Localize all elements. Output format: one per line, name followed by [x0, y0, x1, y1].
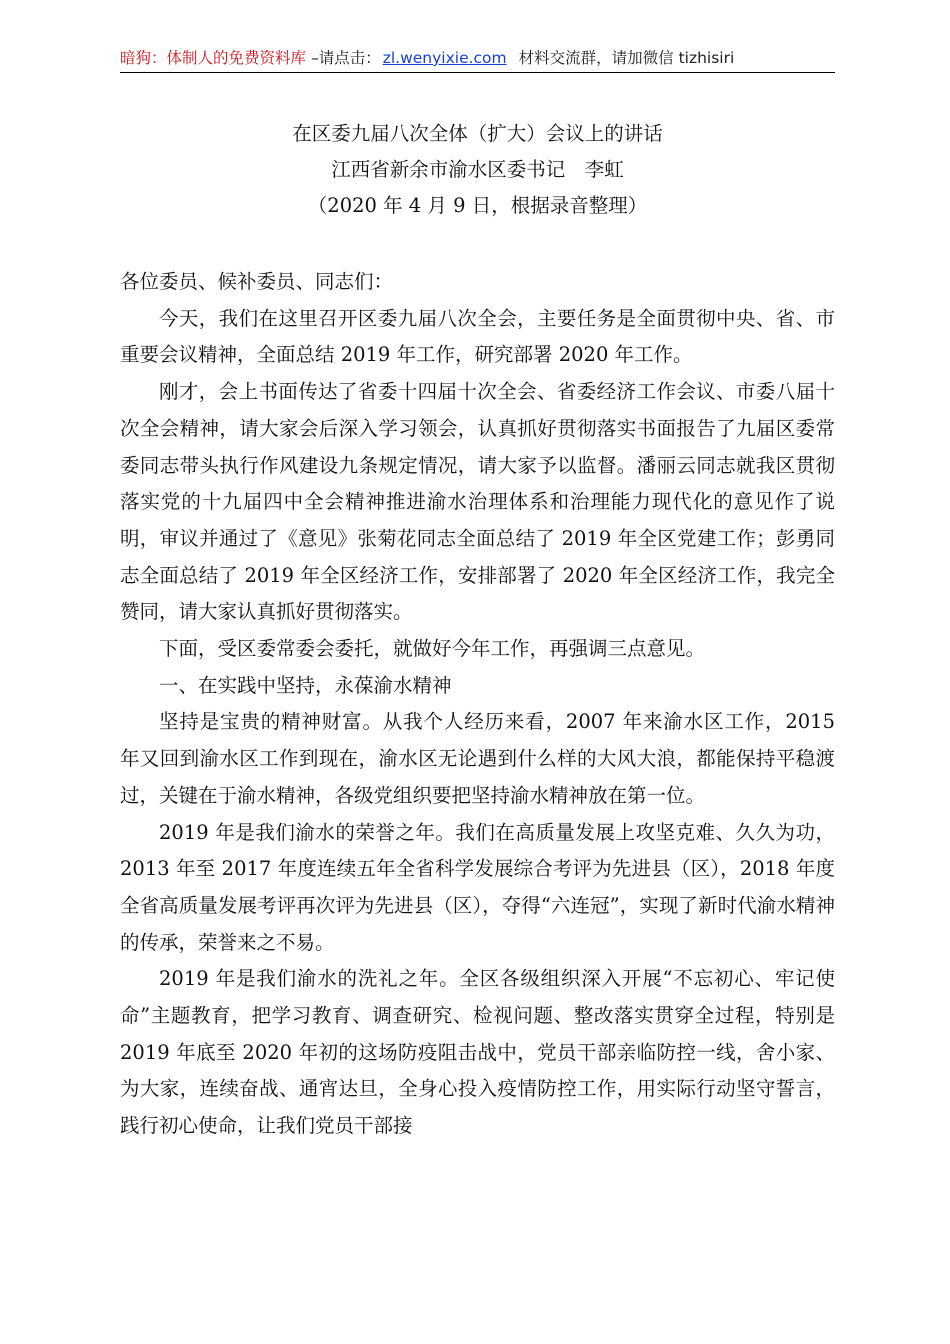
- header-separator: –请点击：: [306, 49, 381, 67]
- paragraph: 2019 年是我们渝水的荣誉之年。我们在高质量发展上攻坚克难、久久为功，2013 年至 2017 年度连续五年全省科学发展综合考评为先进县（区），2018 年度全省高质量发展考评再次评为先进县（区），夺得“六连冠”，实现了新时代渝水精神的传承，荣誉来之不易。: [120, 820, 835, 954]
- header-link[interactable]: zl.wenyixie.com: [382, 49, 507, 67]
- document-date: （2020 年 4 月 9 日，根据录音整理）: [307, 194, 648, 217]
- document-body: [120, 264, 835, 1145]
- document-title-block: [120, 116, 835, 224]
- document-title: 在区委九届八次全体（扩大）会议上的讲话: [292, 122, 663, 145]
- paragraph: 坚持是宝贵的精神财富。从我个人经历来看，2007 年来渝水区工作，2015 年又回到渝水区工作到现在，渝水区无论遇到什么样的大风大浪，都能保持平稳渡过，关键在于渝水精神，各级党组织要把坚持渝水精神放在第一位。: [120, 710, 835, 807]
- page-header: [120, 46, 835, 70]
- paragraph: 下面，受区委常委会委托，就做好今年工作，再强调三点意见。: [159, 637, 706, 661]
- salutation: 各位委员、候补委员、同志们：: [120, 270, 394, 293]
- header-divider: [120, 72, 835, 73]
- header-contact-note: 材料交流群，请加微信 tizhisiri: [518, 49, 735, 67]
- document-author: 江西省新余市渝水区委书记 李虹: [331, 158, 624, 181]
- header-site-name: 暗狗：体制人的免费资料库: [120, 49, 307, 67]
- paragraph: 刚才，会上书面传达了省委十四届十次全会、省委经济工作会议、市委八届十次全会精神，请大家会后深入学习领会，认真抓好贯彻落实书面报告了九届区委常委同志带头执行作风建设九条规定情况，请大家予以监督。潘丽云同志就我区贯彻落实党的十九届四中全会精神推进渝水治理体系和治理能力现代化的意见作了说明，审议并通过了《意见》张菊花同志全面总结了 2019 年全区党建工作；彭勇同志全面总结了 2019 年全区经济工作，安排部署了 2020 年全区经济工作，我完全赞同，请大家认真抓好贯彻落实。: [120, 380, 835, 624]
- paragraph: 今天，我们在这里召开区委九届八次全会，主要任务是全面贯彻中央、省、市重要会议精神，全面总结 2019 年工作，研究部署 2020 年工作。: [120, 306, 835, 367]
- paragraph: 2019 年是我们渝水的洗礼之年。全区各级组织深入开展“不忘初心、牢记使命”主题教育，把学习教育、调查研究、检视问题、整改落实贯穿全过程，特别是 2019 年底至 2020 年初的这场防疫阻击战中，党员干部亲临防控一线，舍小家、为大家，连续奋战、通宵达旦，全身心投入疫情防控工作，用实际行动坚守誓言，践行初心使命，让我们党员干部接: [120, 967, 835, 1138]
- section-heading: 一、在实践中坚持，永葆渝水精神: [159, 673, 452, 697]
